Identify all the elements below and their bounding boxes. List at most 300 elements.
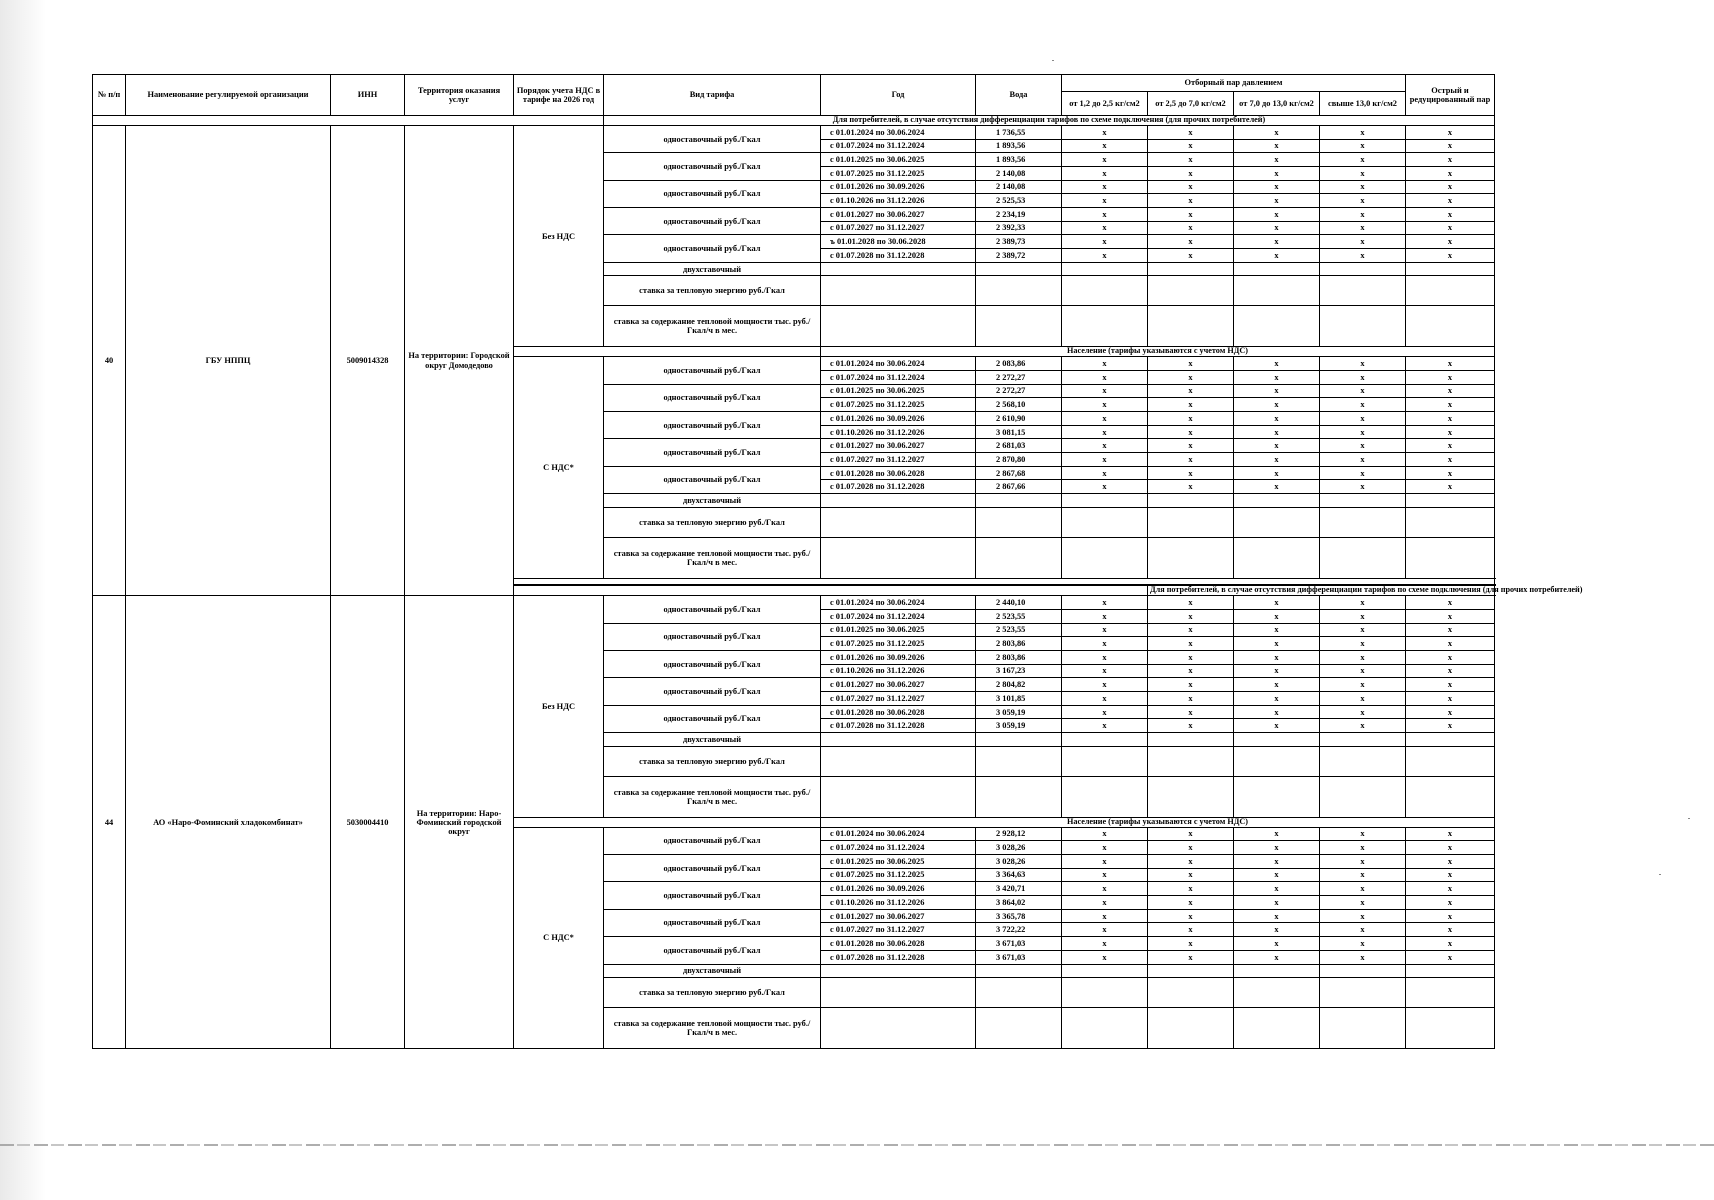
water-value: 3 028,26 <box>976 841 1062 855</box>
empty-x-mark: x <box>1406 719 1495 733</box>
empty-cell <box>821 964 976 978</box>
empty-x-mark: x <box>1320 692 1406 706</box>
period-cell: с 01.07.2025 по 31.12.2025 <box>821 166 976 180</box>
empty-x-mark: x <box>1148 412 1234 426</box>
empty-cell <box>1148 733 1234 747</box>
empty-x-mark: x <box>1406 453 1495 467</box>
empty-cell <box>1062 276 1148 306</box>
empty-x-mark: x <box>1406 180 1495 194</box>
empty-x-mark: x <box>1234 139 1320 153</box>
empty-x-mark: x <box>1320 466 1406 480</box>
period-cell: с 01.07.2025 по 31.12.2025 <box>821 398 976 412</box>
water-value: 2 803,86 <box>976 637 1062 651</box>
table-row <box>93 596 1495 610</box>
empty-cell <box>1406 507 1495 537</box>
empty-x-mark: x <box>1406 623 1495 637</box>
period-cell: с 01.01.2028 по 30.06.2028 <box>821 937 976 951</box>
header-territory: Территория оказания услуг <box>405 75 514 116</box>
empty-x-mark: x <box>1406 357 1495 371</box>
empty-x-mark: x <box>1062 166 1148 180</box>
empty-x-mark: x <box>1148 439 1234 453</box>
empty-x-mark: x <box>1234 637 1320 651</box>
empty-x-mark: x <box>1148 923 1234 937</box>
empty-cell <box>1234 733 1320 747</box>
empty-cell <box>1406 262 1495 276</box>
empty-cell <box>1062 537 1148 578</box>
empty-cell <box>1148 276 1234 306</box>
empty-cell <box>1320 746 1406 776</box>
org-territory: На территории: Городской округ Домодедово <box>405 125 514 595</box>
period-cell: с 01.01.2027 по 30.06.2027 <box>821 439 976 453</box>
org-number: 44 <box>93 596 126 1049</box>
empty-cell <box>976 262 1062 276</box>
empty-x-mark: x <box>1406 637 1495 651</box>
empty-x-mark: x <box>1062 180 1148 194</box>
empty-x-mark: x <box>1406 439 1495 453</box>
org-name: ГБУ НППЦ <box>126 125 331 595</box>
water-value: 2 523,55 <box>976 609 1062 623</box>
empty-x-mark: x <box>1062 827 1148 841</box>
empty-cell <box>821 537 976 578</box>
empty-x-mark: x <box>1148 692 1234 706</box>
water-value: 2 440,10 <box>976 596 1062 610</box>
header-num: № п/п <box>93 75 126 116</box>
period-cell: с 01.07.2028 по 31.12.2028 <box>821 480 976 494</box>
header-year: Год <box>821 75 976 116</box>
water-value: 2 083,86 <box>976 357 1062 371</box>
empty-cell <box>1320 537 1406 578</box>
water-value: 2 525,53 <box>976 194 1062 208</box>
empty-x-mark: x <box>1062 664 1148 678</box>
org-territory: На территории: Наро-Фоминский городской округ <box>405 596 514 1049</box>
empty-cell <box>1148 537 1234 578</box>
empty-x-mark: x <box>1234 235 1320 249</box>
tariff-capacity-rate: ставка за содержание тепловой мощности тыс. руб./Гкал/ч в мес. <box>604 776 821 817</box>
empty-cell <box>1406 494 1495 508</box>
period-cell: с 01.01.2025 по 30.06.2025 <box>821 623 976 637</box>
empty-cell <box>976 746 1062 776</box>
table-row <box>93 125 1495 139</box>
period-cell: с 01.07.2025 по 31.12.2025 <box>821 637 976 651</box>
water-value: 3 365,78 <box>976 909 1062 923</box>
empty-x-mark: x <box>1406 609 1495 623</box>
water-value: 2 389,73 <box>976 235 1062 249</box>
empty-x-mark: x <box>1062 194 1148 208</box>
empty-x-mark: x <box>1406 139 1495 153</box>
empty-x-mark: x <box>1406 153 1495 167</box>
section-title-population: Население (тарифы указываются с учетом НДС) <box>821 347 1495 357</box>
tariff-type-single: одноставочный руб./Гкал <box>604 827 821 854</box>
empty-x-mark: x <box>1320 166 1406 180</box>
period-cell: с 01.07.2028 по 31.12.2028 <box>821 249 976 263</box>
empty-cell <box>1148 776 1234 817</box>
header-pressure-3: от 7,0 до 13,0 кг/см2 <box>1234 92 1320 116</box>
water-value: 2 568,10 <box>976 398 1062 412</box>
empty-x-mark: x <box>1406 235 1495 249</box>
empty-x-mark: x <box>1234 882 1320 896</box>
empty-x-mark: x <box>1234 249 1320 263</box>
empty-x-mark: x <box>1320 235 1406 249</box>
tariff-type-single: одноставочный руб./Гкал <box>604 855 821 882</box>
scan-speck <box>1688 818 1690 819</box>
empty-cell <box>1320 507 1406 537</box>
empty-x-mark: x <box>1406 370 1495 384</box>
empty-cell <box>1406 978 1495 1008</box>
org-number: 40 <box>93 125 126 595</box>
tariff-type-single: одноставочный руб./Гкал <box>604 384 821 411</box>
empty-cell <box>976 1008 1062 1049</box>
empty-x-mark: x <box>1406 650 1495 664</box>
period-cell: с 01.07.2027 по 31.12.2027 <box>821 923 976 937</box>
empty-x-mark: x <box>1062 384 1148 398</box>
tariff-capacity-rate: ставка за содержание тепловой мощности тыс. руб./Гкал/ч в мес. <box>604 1008 821 1049</box>
water-value: 2 140,08 <box>976 180 1062 194</box>
empty-x-mark: x <box>1234 453 1320 467</box>
section-title-population: Население (тарифы указываются с учетом НДС) <box>821 817 1495 827</box>
empty-x-mark: x <box>1234 384 1320 398</box>
empty-x-mark: x <box>1320 827 1406 841</box>
empty-x-mark: x <box>1062 357 1148 371</box>
empty-x-mark: x <box>1406 194 1495 208</box>
water-value: 1 893,56 <box>976 139 1062 153</box>
empty-x-mark: x <box>1062 882 1148 896</box>
empty-x-mark: x <box>1148 466 1234 480</box>
empty-x-mark: x <box>1320 950 1406 964</box>
empty-x-mark: x <box>1406 950 1495 964</box>
tariff-type-single: одноставочный руб./Гкал <box>604 623 821 650</box>
empty-x-mark: x <box>1320 623 1406 637</box>
empty-cell <box>1148 507 1234 537</box>
water-value: 2 272,27 <box>976 370 1062 384</box>
period-cell: с 01.07.2028 по 31.12.2028 <box>821 950 976 964</box>
water-value: 3 671,03 <box>976 937 1062 951</box>
period-cell: с 01.10.2026 по 31.12.2026 <box>821 664 976 678</box>
org-name: АО «Наро-Фоминский хладокомбинат» <box>126 596 331 1049</box>
empty-cell <box>1234 262 1320 276</box>
water-value: 1 893,56 <box>976 153 1062 167</box>
empty-x-mark: x <box>1062 705 1148 719</box>
empty-x-mark: x <box>1234 623 1320 637</box>
tariff-type-single: одноставочный руб./Гкал <box>604 412 821 439</box>
empty-x-mark: x <box>1062 609 1148 623</box>
empty-cell <box>1062 978 1148 1008</box>
empty-x-mark: x <box>1320 664 1406 678</box>
empty-x-mark: x <box>1320 705 1406 719</box>
empty-cell <box>1234 1008 1320 1049</box>
empty-x-mark: x <box>1234 855 1320 869</box>
empty-x-mark: x <box>1406 896 1495 910</box>
period-cell: с 01.07.2024 по 31.12.2024 <box>821 609 976 623</box>
empty-x-mark: x <box>1406 692 1495 706</box>
empty-cell <box>1406 776 1495 817</box>
empty-x-mark: x <box>1062 139 1148 153</box>
empty-x-mark: x <box>1320 357 1406 371</box>
tariff-type-two-part: двухставочный <box>604 964 821 978</box>
water-value: 3 167,23 <box>976 664 1062 678</box>
empty-x-mark: x <box>1406 412 1495 426</box>
section-blank <box>93 116 604 126</box>
empty-x-mark: x <box>1234 705 1320 719</box>
empty-x-mark: x <box>1148 719 1234 733</box>
period-cell: с 01.10.2026 по 31.12.2026 <box>821 194 976 208</box>
tariff-type-single: одноставочный руб./Гкал <box>604 596 821 623</box>
empty-cell <box>1234 776 1320 817</box>
empty-cell <box>1320 978 1406 1008</box>
empty-cell <box>821 1008 976 1049</box>
period-cell: с 01.07.2028 по 31.12.2028 <box>821 719 976 733</box>
empty-x-mark: x <box>1320 425 1406 439</box>
empty-x-mark: x <box>1234 480 1320 494</box>
empty-cell <box>1062 776 1148 817</box>
water-value: 3 671,03 <box>976 950 1062 964</box>
tariff-type-single: одноставочный руб./Гкал <box>604 678 821 705</box>
empty-cell <box>1234 276 1320 306</box>
tariff-type-single: одноставочный руб./Гкал <box>604 235 821 262</box>
period-cell: с 01.01.2026 по 30.09.2026 <box>821 412 976 426</box>
header-pressure-1: от 1,2 до 2,5 кг/см2 <box>1062 92 1148 116</box>
empty-x-mark: x <box>1234 207 1320 221</box>
empty-x-mark: x <box>1062 637 1148 651</box>
empty-x-mark: x <box>1062 650 1148 664</box>
empty-x-mark: x <box>1148 453 1234 467</box>
empty-x-mark: x <box>1234 194 1320 208</box>
empty-x-mark: x <box>1406 827 1495 841</box>
water-value: 2 928,12 <box>976 827 1062 841</box>
empty-x-mark: x <box>1406 937 1495 951</box>
tariff-table <box>92 74 1583 1049</box>
empty-cell <box>821 776 976 817</box>
empty-x-mark: x <box>1320 909 1406 923</box>
period-cell: с 01.01.2027 по 30.06.2027 <box>821 678 976 692</box>
empty-x-mark: x <box>1148 425 1234 439</box>
empty-cell <box>821 733 976 747</box>
empty-cell <box>821 494 976 508</box>
empty-x-mark: x <box>1320 398 1406 412</box>
section-blank <box>514 585 1148 595</box>
period-cell: с 01.01.2024 по 30.06.2024 <box>821 827 976 841</box>
vat-mode: Без НДС <box>514 125 604 347</box>
section-blank <box>514 347 821 357</box>
header-org: Наименование регулируемой организации <box>126 75 331 116</box>
empty-x-mark: x <box>1148 153 1234 167</box>
empty-x-mark: x <box>1062 896 1148 910</box>
empty-x-mark: x <box>1148 650 1234 664</box>
empty-x-mark: x <box>1234 868 1320 882</box>
empty-x-mark: x <box>1234 827 1320 841</box>
empty-x-mark: x <box>1320 678 1406 692</box>
empty-cell <box>1320 733 1406 747</box>
empty-x-mark: x <box>1062 719 1148 733</box>
empty-x-mark: x <box>1148 678 1234 692</box>
tariff-type-two-part: двухставочный <box>604 733 821 747</box>
header-water: Вода <box>976 75 1062 116</box>
empty-x-mark: x <box>1148 166 1234 180</box>
vat-mode: С НДС* <box>514 827 604 1049</box>
empty-cell <box>1320 494 1406 508</box>
empty-x-mark: x <box>1406 868 1495 882</box>
empty-cell <box>976 964 1062 978</box>
empty-x-mark: x <box>1148 221 1234 235</box>
empty-cell <box>1148 978 1234 1008</box>
scan-speck <box>1052 60 1054 61</box>
empty-x-mark: x <box>1234 841 1320 855</box>
empty-x-mark: x <box>1406 207 1495 221</box>
water-value: 2 389,72 <box>976 249 1062 263</box>
period-cell: с 01.07.2027 по 31.12.2027 <box>821 221 976 235</box>
empty-x-mark: x <box>1062 855 1148 869</box>
water-value: 3 864,02 <box>976 896 1062 910</box>
empty-x-mark: x <box>1062 425 1148 439</box>
empty-cell <box>1320 1008 1406 1049</box>
period-cell: с 01.01.2028 по 30.06.2028 <box>821 466 976 480</box>
empty-x-mark: x <box>1320 609 1406 623</box>
water-value: 3 059,19 <box>976 705 1062 719</box>
empty-x-mark: x <box>1406 596 1495 610</box>
vat-mode: С НДС* <box>514 357 604 579</box>
empty-x-mark: x <box>1406 664 1495 678</box>
header-tariff-type: Вид тарифа <box>604 75 821 116</box>
period-cell: с 01.01.2025 по 30.06.2025 <box>821 153 976 167</box>
empty-x-mark: x <box>1406 425 1495 439</box>
period-cell: с 01.07.2024 по 31.12.2024 <box>821 139 976 153</box>
empty-x-mark: x <box>1234 896 1320 910</box>
empty-x-mark: x <box>1062 439 1148 453</box>
empty-x-mark: x <box>1320 439 1406 453</box>
empty-x-mark: x <box>1062 466 1148 480</box>
empty-x-mark: x <box>1062 221 1148 235</box>
empty-x-mark: x <box>1234 153 1320 167</box>
water-value: 2 140,08 <box>976 166 1062 180</box>
empty-cell <box>1320 262 1406 276</box>
empty-x-mark: x <box>1062 909 1148 923</box>
empty-x-mark: x <box>1148 207 1234 221</box>
empty-x-mark: x <box>1148 909 1234 923</box>
empty-x-mark: x <box>1406 466 1495 480</box>
header-inn: ИНН <box>331 75 405 116</box>
empty-x-mark: x <box>1234 937 1320 951</box>
empty-cell <box>821 306 976 347</box>
empty-cell <box>1062 262 1148 276</box>
section-title-other: Для потребителей, в случае отсутствия дифференциации тарифов по схеме подключения (для прочих потребителей) <box>1148 585 1495 595</box>
water-value: 2 272,27 <box>976 384 1062 398</box>
empty-x-mark: x <box>1320 937 1406 951</box>
empty-x-mark: x <box>1148 609 1234 623</box>
empty-cell <box>1406 964 1495 978</box>
table-body <box>93 115 1583 1049</box>
empty-x-mark: x <box>1406 855 1495 869</box>
period-cell: с 01.07.2024 по 31.12.2024 <box>821 370 976 384</box>
period-cell: с 01.01.2024 по 30.06.2024 <box>821 125 976 139</box>
empty-cell <box>1406 306 1495 347</box>
tariff-type-single: одноставочный руб./Гкал <box>604 125 821 152</box>
period-cell: с 01.01.2026 по 30.09.2026 <box>821 650 976 664</box>
water-value: 2 610,90 <box>976 412 1062 426</box>
empty-x-mark: x <box>1148 882 1234 896</box>
empty-x-mark: x <box>1320 637 1406 651</box>
scan-shadow <box>0 0 46 1200</box>
empty-x-mark: x <box>1148 705 1234 719</box>
empty-x-mark: x <box>1234 412 1320 426</box>
empty-x-mark: x <box>1062 125 1148 139</box>
empty-cell <box>1062 733 1148 747</box>
empty-x-mark: x <box>1234 678 1320 692</box>
empty-x-mark: x <box>1148 235 1234 249</box>
empty-cell <box>1148 306 1234 347</box>
empty-x-mark: x <box>1320 923 1406 937</box>
empty-x-mark: x <box>1234 398 1320 412</box>
tariff-heat-rate: ставка за тепловую энергию руб./Гкал <box>604 276 821 306</box>
empty-x-mark: x <box>1320 841 1406 855</box>
empty-x-mark: x <box>1148 868 1234 882</box>
empty-x-mark: x <box>1062 692 1148 706</box>
empty-x-mark: x <box>1148 896 1234 910</box>
header-vat: Порядок учета НДС в тарифе на 2026 год <box>514 75 604 116</box>
empty-cell <box>1234 964 1320 978</box>
empty-x-mark: x <box>1234 439 1320 453</box>
empty-cell <box>1406 537 1495 578</box>
empty-cell <box>976 507 1062 537</box>
empty-x-mark: x <box>1320 194 1406 208</box>
empty-x-mark: x <box>1234 596 1320 610</box>
empty-x-mark: x <box>1234 125 1320 139</box>
period-cell: с 01.01.2026 по 30.09.2026 <box>821 882 976 896</box>
empty-x-mark: x <box>1234 466 1320 480</box>
water-value: 2 804,82 <box>976 678 1062 692</box>
header-sharp-steam: Острый и редуцированный пар <box>1406 75 1495 116</box>
period-cell: с 01.10.2026 по 31.12.2026 <box>821 425 976 439</box>
tariff-type-two-part: двухставочный <box>604 494 821 508</box>
tariff-type-single: одноставочный руб./Гкал <box>604 180 821 207</box>
empty-cell <box>1234 494 1320 508</box>
tariff-type-single: одноставочный руб./Гкал <box>604 153 821 180</box>
empty-x-mark: x <box>1148 623 1234 637</box>
empty-x-mark: x <box>1320 180 1406 194</box>
tariff-type-single: одноставочный руб./Гкал <box>604 650 821 677</box>
empty-x-mark: x <box>1062 868 1148 882</box>
empty-x-mark: x <box>1148 384 1234 398</box>
empty-x-mark: x <box>1406 841 1495 855</box>
empty-x-mark: x <box>1234 425 1320 439</box>
empty-cell <box>1406 746 1495 776</box>
empty-x-mark: x <box>1320 882 1406 896</box>
empty-x-mark: x <box>1234 180 1320 194</box>
empty-cell <box>976 494 1062 508</box>
empty-x-mark: x <box>1148 249 1234 263</box>
period-cell: с 01.07.2025 по 31.12.2025 <box>821 868 976 882</box>
water-value: 2 234,19 <box>976 207 1062 221</box>
empty-x-mark: x <box>1062 480 1148 494</box>
water-value: 3 059,19 <box>976 719 1062 733</box>
tariff-type-single: одноставочный руб./Гкал <box>604 439 821 466</box>
empty-x-mark: x <box>1148 480 1234 494</box>
empty-x-mark: x <box>1234 692 1320 706</box>
empty-x-mark: x <box>1406 705 1495 719</box>
empty-cell <box>1234 306 1320 347</box>
empty-cell <box>1320 276 1406 306</box>
empty-x-mark: x <box>1406 249 1495 263</box>
empty-x-mark: x <box>1062 249 1148 263</box>
empty-cell <box>1062 306 1148 347</box>
empty-x-mark: x <box>1234 950 1320 964</box>
period-cell: с 01.01.2025 по 30.06.2025 <box>821 384 976 398</box>
empty-x-mark: x <box>1148 357 1234 371</box>
empty-x-mark: x <box>1320 855 1406 869</box>
tariff-capacity-rate: ставка за содержание тепловой мощности тыс. руб./Гкал/ч в мес. <box>604 306 821 347</box>
period-cell: с 01.10.2026 по 31.12.2026 <box>821 896 976 910</box>
empty-cell <box>1320 776 1406 817</box>
empty-cell <box>976 276 1062 306</box>
empty-x-mark: x <box>1406 398 1495 412</box>
